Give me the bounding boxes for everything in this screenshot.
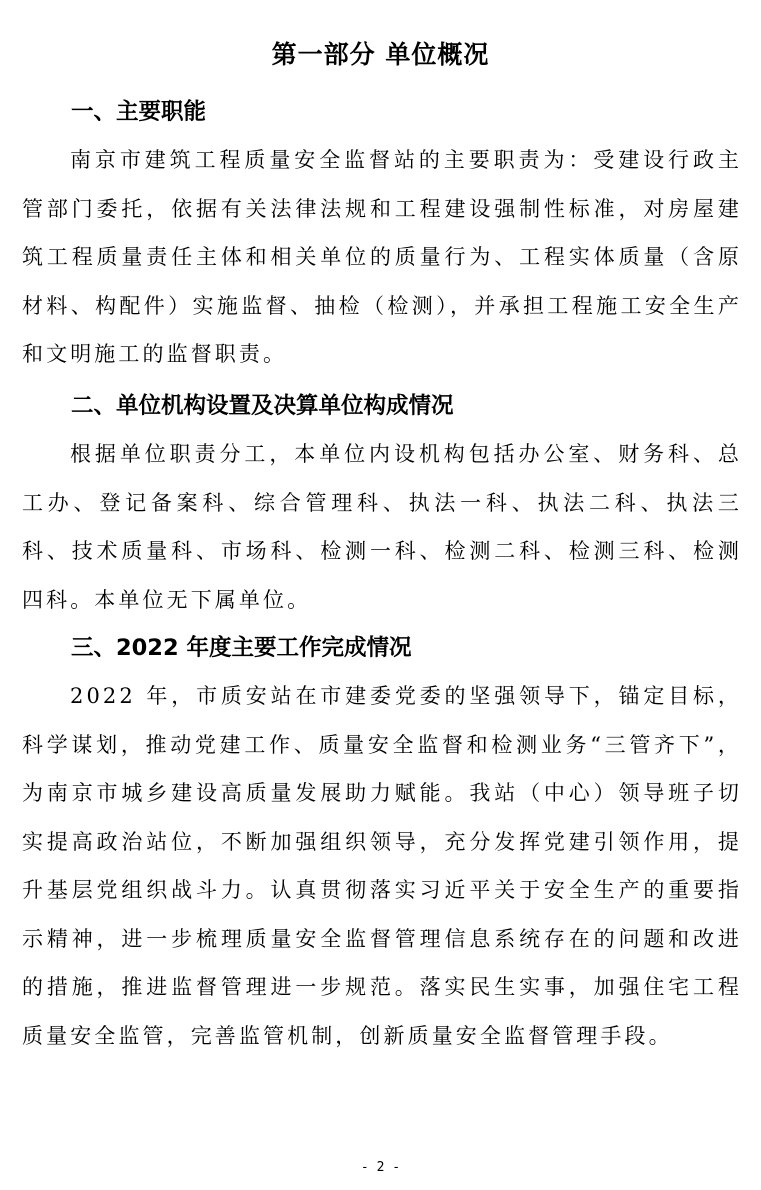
section-heading-organization: 二、单位机构设置及决算单位构成情况: [71, 393, 454, 419]
section-heading-work-completion: 三、2022 年度主要工作完成情况: [71, 635, 412, 661]
section-paragraph-main-functions: 南京市建筑工程质量安全监督站的主要职责为：受建设行政主管部门委托，依据有关法律法规和工程建设强制性标准，对房屋建筑工程质量责任主体和相关单位的质量行为、工程实体质量（含原材料、构配件）实施监督、抽检（检测），并承担工程施工安全生产和文明施工的监督职责。: [22, 148, 742, 366]
section-heading-main-functions: 一、主要职能: [71, 99, 207, 125]
section-paragraph-organization: 根据单位职责分工，本单位内设机构包括办公室、财务科、总工办、登记备案科、综合管理科、执法一科、执法二科、执法三科、技术质量科、市场科、检测一科、检测二科、检测三科、检测四科。本单位无下属单位。: [22, 442, 742, 612]
page-number: - 2 -: [360, 1160, 401, 1175]
section-paragraph-work-completion: 2022 年，市质安站在市建委党委的坚强领导下，锚定目标，科学谋划，推动党建工作、质量安全监督和检测业务“三管齐下”，为南京市城乡建设高质量发展助力赋能。我站（中心）领导班子切实提高政治站位，不断加强组织领导，充分发挥党建引领作用，提升基层党组织战斗力。认真贯彻落实习近平关于安全生产的重要指示精神，进一步梳理质量安全监督管理信息系统存在的问题和改进的措施，推进监督管理进一步规范。落实民生实事，加强住宅工程质量安全监管，完善监管机制，创新质量安全监督管理手段。: [22, 684, 742, 1048]
page-title: 第一部分 单位概况: [271, 40, 490, 69]
